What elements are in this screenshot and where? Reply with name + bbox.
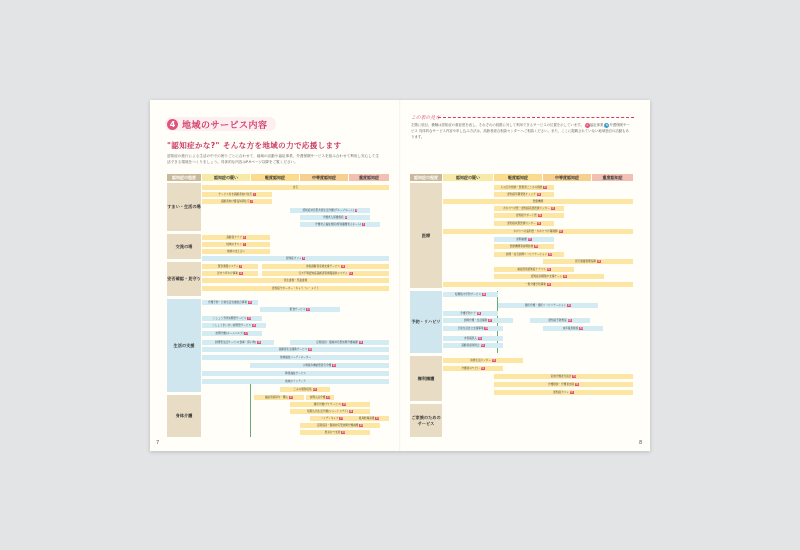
page-number-left: 7 <box>156 440 160 446</box>
note-body <box>411 122 631 140</box>
left-bar: 障害福祉サービス <box>202 371 389 376</box>
right-bar: もの忘れ相談・医療者ごころの相談 31 <box>494 185 554 190</box>
left-bar: こしょうきいきい訪問型サービス 16 <box>202 323 266 328</box>
header-severe: 重度認知症 <box>349 174 389 181</box>
category-medical: 医療 <box>410 183 442 288</box>
left-bar: 小規模多機能型居宅介護 21 <box>250 363 389 368</box>
left-bar: 訪問入浴介護 24 <box>306 395 334 400</box>
left-bar: 高齢者向け優良賃貸住宅 2 <box>202 199 272 204</box>
left-bar: 配食サービス 14 <box>260 307 340 312</box>
left-bar: 通所介護(デイサービス) 25 <box>290 402 370 407</box>
left-bar: 高齢者生活援助サービス 20 <box>202 347 389 352</box>
left-bar: 徘徊高齢者家族支援サービス 10 <box>262 264 389 269</box>
right-bar: かかりつけ歯科医・かかりつけ薬剤師 36 <box>443 229 633 234</box>
left-bar: 介護老人福祉施設(特別養護老人ホーム) 5 <box>300 222 380 227</box>
left-bar: 地域ボランティア <box>202 379 389 384</box>
header-suspected: 認知症の疑い <box>202 174 250 181</box>
catch-copy: "認知症かな?" そんな方を地域の力で応援します <box>167 141 342 150</box>
category-living-support: 生活の支援 <box>167 299 201 392</box>
section-number: 4 <box>167 119 178 130</box>
header-moderate: 中等度認知症 <box>300 174 348 181</box>
left-bar: 行方不明認知症高齢者等情報提供システム 12 <box>262 271 389 276</box>
right-bar: 認知症疾患医療センター 35 <box>494 221 554 226</box>
left-bar: 介護予防・日常生活支援総合事業 13 <box>202 300 258 305</box>
right-bar: 認知症初期集中支援チーム 42 <box>494 274 604 279</box>
page-number-right: 8 <box>639 440 643 446</box>
left-bar: 民生委員・児童委員 <box>202 278 389 283</box>
right-bar: 認知症サポート医 34 <box>494 213 564 218</box>
right-bar: 通所介護・通所リハビリテーション 45 <box>498 303 598 308</box>
right-bar: 認知症予防教室 48 <box>530 318 590 323</box>
right-bar: 訪問介護・生活援助 47 <box>443 318 513 323</box>
right-bar: 一般介護予防事業 43 <box>443 282 633 287</box>
note-body-2: 具体的なサービス内容や申し込み方法は、高齢者総合相談センターへご相談ください。また、ここに掲載されていない地域独自の活動もあります。 <box>411 129 629 139</box>
right-bar: 介護相談・介護者支援 56 <box>494 382 633 387</box>
left-bar: 紙おむつ支給 29 <box>300 430 370 435</box>
section-title: 地域のサービス内容 <box>182 120 268 131</box>
left-bar: 認知症サポーター・キャラバン・メイト <box>202 286 389 291</box>
left-bar: 訪問型生活サービス(食事・買い物) 18 <box>202 340 274 345</box>
header-severity-right: 認知症の程度 <box>410 174 442 181</box>
left-bar: 福祉用具貸与・購入 23 <box>254 395 304 400</box>
right-bar: 訪問看護 37 <box>494 237 554 242</box>
care-insurance-mark-icon: B <box>605 122 608 127</box>
left-bar: 寝具乾燥消毒 30 <box>349 416 389 421</box>
right-bar: 消費生活センター 53 <box>443 358 523 363</box>
right-bar: 重症度別認知症ケアパス 41 <box>494 267 574 272</box>
left-bar: 認知症カフェ 8 <box>202 256 389 261</box>
left-bar: 高齢者クラブ 6 <box>202 235 270 240</box>
note-title: この表の見方 <box>411 116 440 121</box>
right-bar: 医療機関等訪問診療 38 <box>494 244 554 249</box>
category-family: ご家族のためのサービス <box>410 404 442 437</box>
right-bar: 介護予防ケア 46 <box>443 311 498 316</box>
section-heading <box>165 117 276 131</box>
page-gutter <box>399 100 401 451</box>
left-bar: 見守り声かけ事業 11 <box>202 271 258 276</box>
category-rights: 権利擁護 <box>410 356 442 401</box>
welfare-mark-icon: A <box>586 122 589 127</box>
category-exchange: 交流の場 <box>167 234 201 259</box>
left-bar: 緊急通報システム 9 <box>202 264 258 269</box>
left-bar: 介護老人保健施設 4 <box>300 215 370 220</box>
right-bar: 短期集中予防サービス 44 <box>443 292 498 297</box>
right-bar: かかりつけ医・認知症疾患医療センター 33 <box>494 206 564 211</box>
right-bar: 認知症カフェ 57 <box>494 390 633 395</box>
left-bar: 地域のサロン 7 <box>202 242 270 247</box>
right-bar: 家族介護者交流会 55 <box>494 374 633 379</box>
right-bar: 日常生活自立支援事業 49 <box>443 326 503 331</box>
right-bar: 訪問・在宅訪問リハビリテーション 39 <box>494 252 564 257</box>
left-bar: サービス付き高齢者向け住宅 1 <box>202 192 272 197</box>
right-bar: 成年後見制度 50 <box>543 326 603 331</box>
left-bar: 短期入所生活介護(ショートステイ) 26 <box>290 409 370 414</box>
intro-text: 認知症の進行による生活の中での困りごとに合わせて、地域の活動や福祉事業、介護保険サービスを組み合わせて利用し安心して生活できる環境をつくりましょう。具体的な内容はP.9ページ以降をご覧ください。 <box>167 154 379 164</box>
left-bar: 定期巡回・随時対応型訪問介護看護 19 <box>290 340 389 345</box>
header-mild: 軽度認知症 <box>251 174 299 181</box>
category-housing: すまい・生活の場 <box>167 183 201 231</box>
right-bar: 介護者のつどい 54 <box>443 366 503 371</box>
welfare-mark-label: 福祉事業 <box>589 123 604 127</box>
care-insurance-mark-label: 介護保険サービス <box>411 123 630 133</box>
header-suspected-right: 認知症の疑い <box>443 174 493 181</box>
left-bar: 訪問介護(ホームヘルプ) 17 <box>202 331 262 336</box>
note-body-1: 左側に項目、横軸は認知症の重症度を表し、それぞれの段階に対して利用できるサービスの位置を示しています。 <box>411 123 584 127</box>
left-bar: 自宅 <box>202 185 389 190</box>
left-bar: 地域の支え合い <box>202 249 270 254</box>
left-bar: 地域福祉コーディネーター <box>202 355 389 360</box>
right-bar: 居宅療養管理指導 40 <box>543 259 633 264</box>
left-bar: 認知症対応型共同生活介護(グループホーム) 3 <box>290 208 370 213</box>
header-moderate-right: 中等度認知症 <box>543 174 591 181</box>
right-bar: 市民後見人 51 <box>443 336 503 341</box>
left-bar: ごみの個別収集 22 <box>280 387 330 392</box>
category-prevention: 予防・リハビリ <box>410 291 442 353</box>
note-divider <box>438 117 634 118</box>
left-connector-line <box>250 380 251 437</box>
category-watch: 安否確認・見守り <box>167 262 201 296</box>
right-bar: 認知症早期発見チェック 32 <box>494 192 554 197</box>
left-bar: 定期巡回・随時対応型訪問介護看護 28 <box>300 423 380 428</box>
category-body-care: 身体介護 <box>167 395 201 437</box>
right-bar: 医療機関 <box>443 199 633 204</box>
left-bar: ハンディキャブ 27 <box>310 416 354 421</box>
right-bar: 高齢者虐待防止 52 <box>443 343 503 348</box>
header-mild-right: 軽度認知症 <box>494 174 542 181</box>
header-severity: 認知症の程度 <box>167 174 201 181</box>
left-bar: こしょう予防訪問型サービス 15 <box>202 316 262 321</box>
header-severe-right: 重度認知症 <box>592 174 633 181</box>
